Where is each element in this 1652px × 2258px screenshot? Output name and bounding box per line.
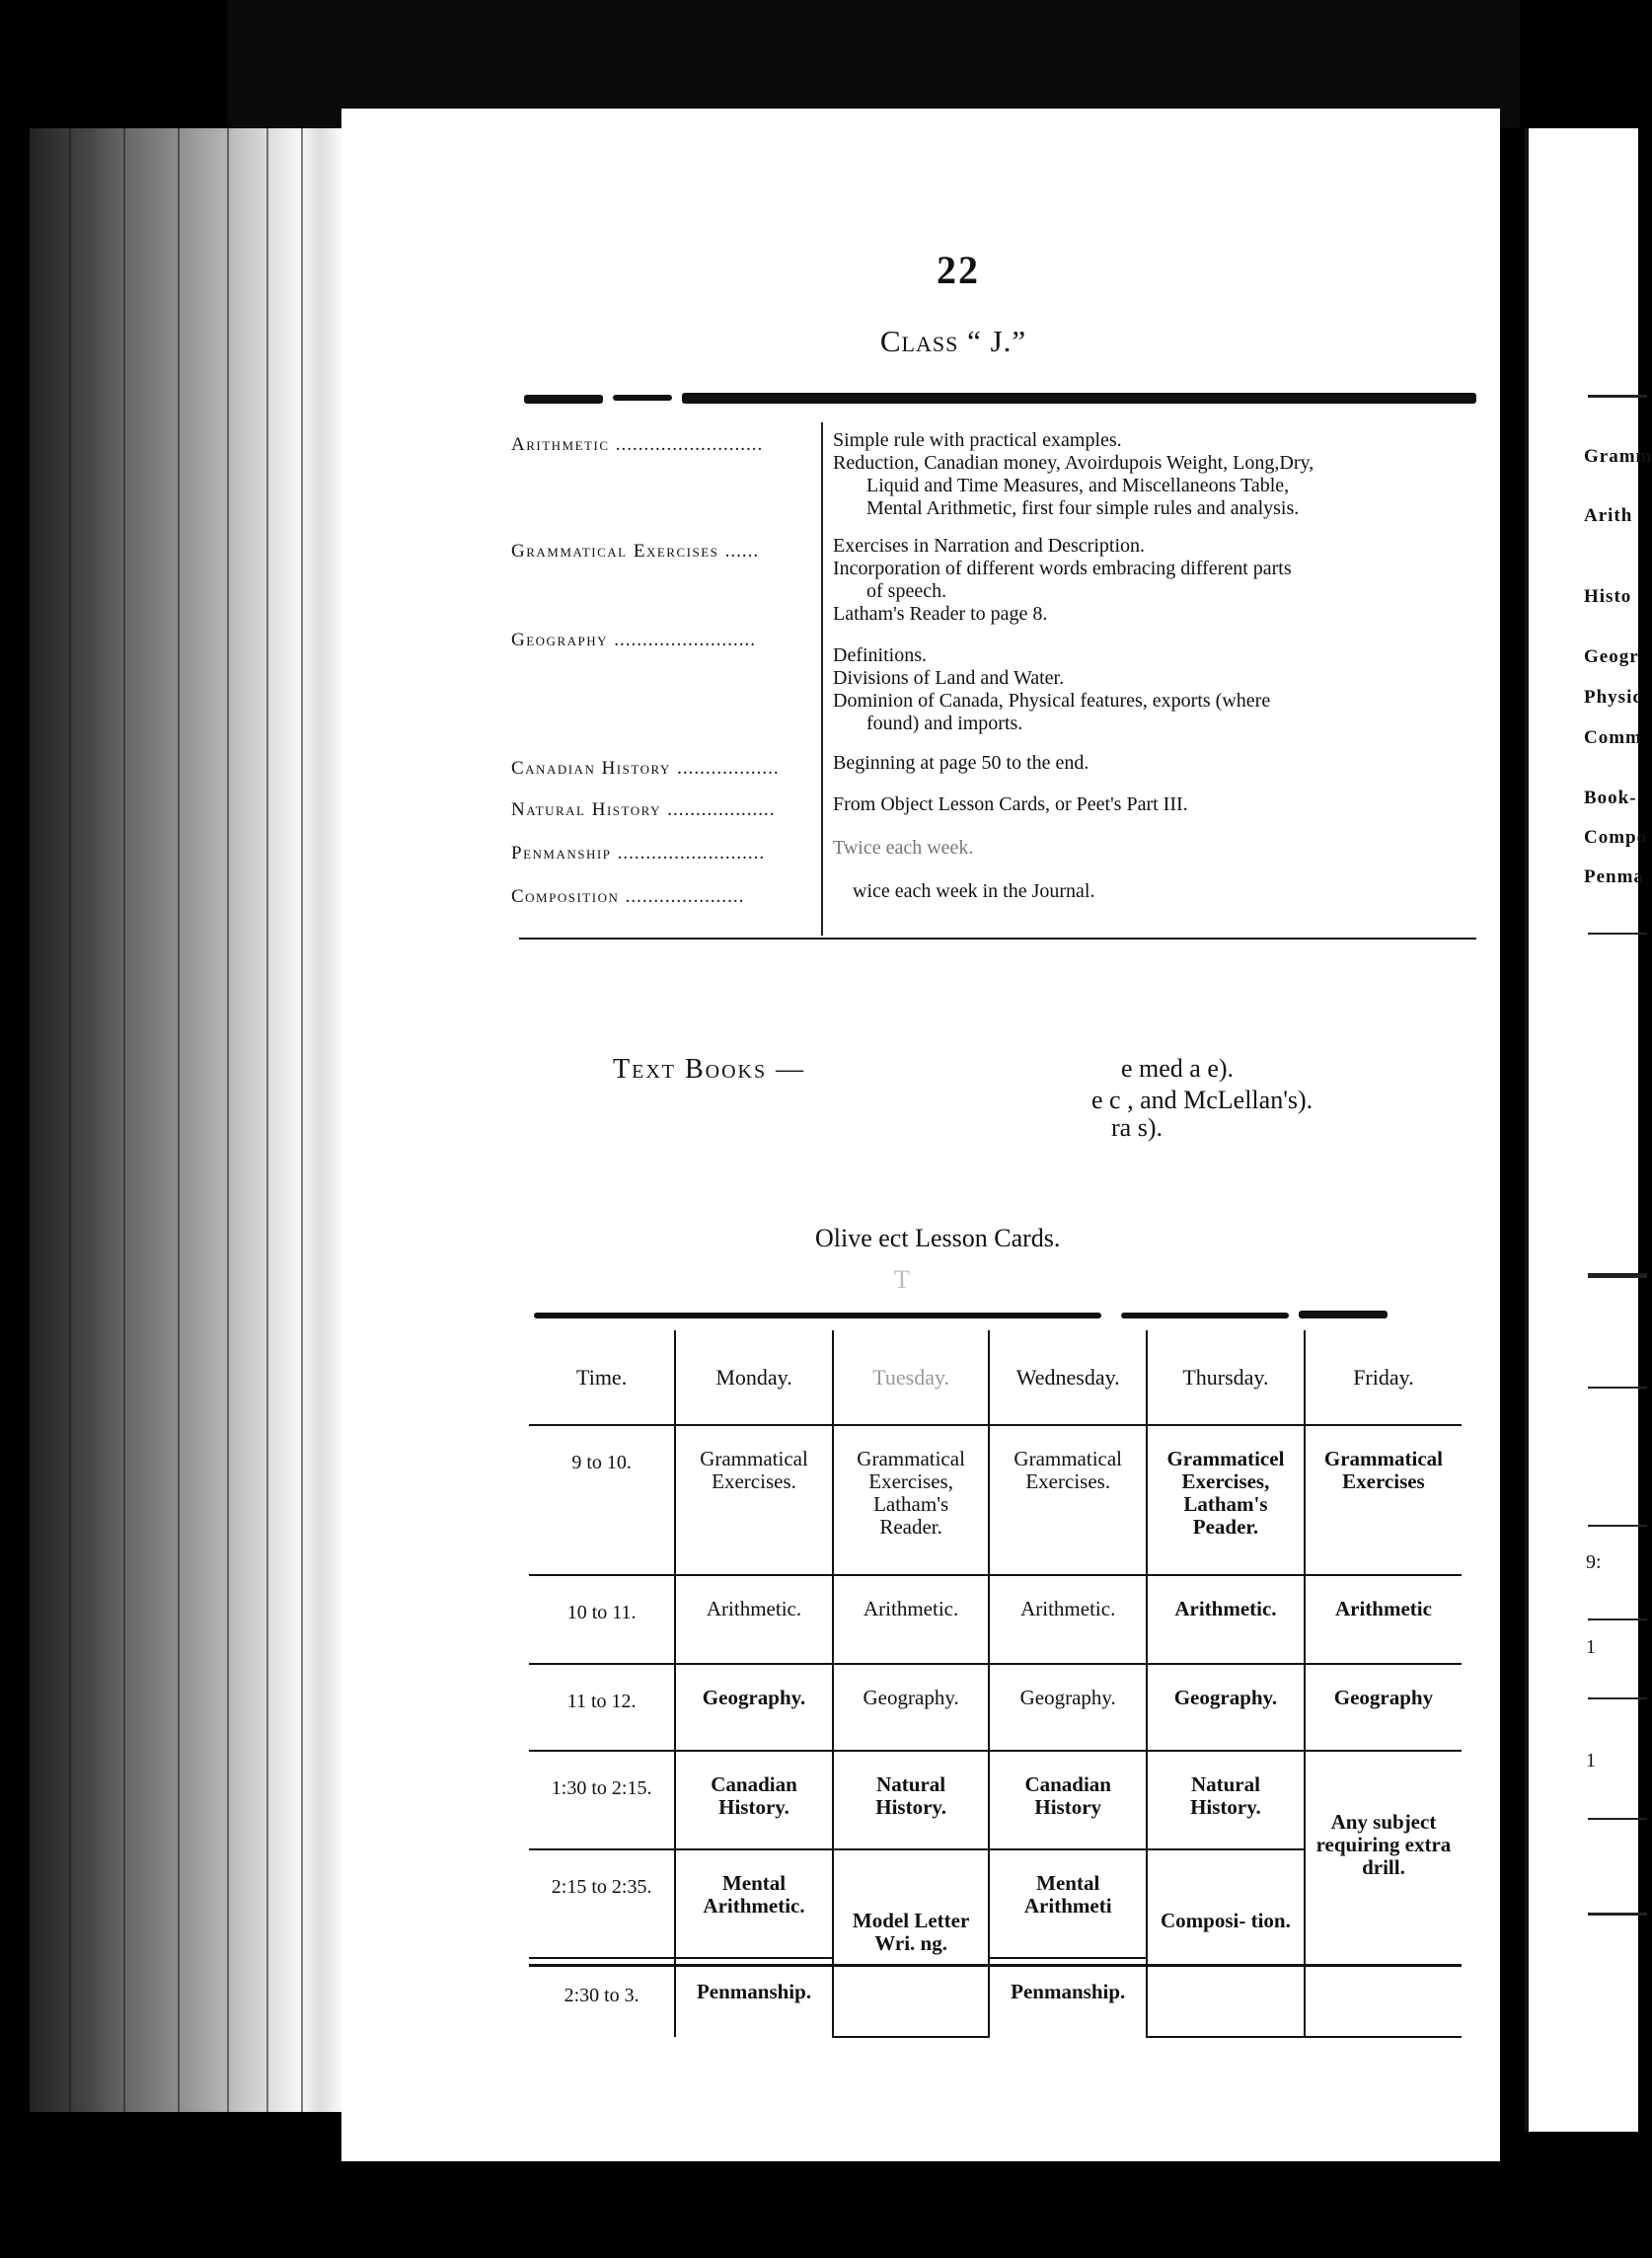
subject-detail: Twice each week. (833, 837, 974, 859)
timetable-cell: Grammatical Exercises. (989, 1425, 1147, 1575)
timetable-cell: Arithmetic. (1147, 1575, 1305, 1664)
timetable-cell: Geography. (1147, 1664, 1305, 1751)
header-time: Time. (529, 1330, 675, 1425)
timetable-cell: Arithmetic (1305, 1575, 1462, 1664)
timetable-cell: Penmanship. (989, 1958, 1147, 2037)
timetable-cell-tuesday-afternoon: Model Letter Wri. ng. (833, 1849, 990, 2037)
timetable-cell: Grammatical Exercises, Latham's Reader. (833, 1425, 990, 1575)
subject-detail: Simple rule with practical examples. Reduction, Canadian money, Avoirdupois Weight, Long,Dry, Liquid and Time Measures, and Miscellaneons Table, Mental Arithmetic, first four simple rules and analysis. (833, 429, 1314, 519)
timetable-cell: Geography. (833, 1664, 990, 1751)
subject-penmanship: Penmanship .......................... (511, 843, 766, 864)
timetable-cell: Natural History. (833, 1751, 990, 1849)
subject-composition: Composition ..................... (511, 886, 745, 907)
subject-detail: Exercises in Narration and Description. Incorporation of different words embracing different parts of speech. Latham's Reader to page 8. (833, 535, 1292, 625)
timetable-cell: Arithmetic. (675, 1575, 833, 1664)
subject-grammatical-exercises: Grammatical Exercises ...... (511, 541, 760, 562)
header-rule (682, 393, 1476, 404)
adjacent-number: 1 (1586, 1750, 1596, 1771)
header-rule (524, 395, 603, 404)
adjacent-label: Comm (1584, 727, 1642, 748)
adjacent-label: Geogr (1584, 646, 1639, 667)
timetable-cell: Canadian History (989, 1751, 1147, 1849)
book-page-edges (30, 128, 345, 2112)
page-number: 22 (937, 248, 980, 292)
header-monday: Monday. (675, 1330, 833, 1425)
time-slot: 10 to 11. (529, 1575, 675, 1664)
adjacent-label: Arith (1584, 505, 1633, 526)
header-thursday: Thursday. (1147, 1330, 1305, 1425)
subject-geography: Geography ......................... (511, 630, 757, 650)
timetable-cell-friday-afternoon: Any subject requiring extra drill. (1305, 1751, 1462, 2037)
header-rule (613, 395, 672, 401)
text-book-line: ra s). (1111, 1113, 1163, 1142)
timetable-cell: Geography. (675, 1664, 833, 1751)
header-wednesday: Wednesday. (989, 1330, 1147, 1425)
subject-name: Geography (511, 630, 609, 650)
subject-name: Composition (511, 886, 620, 907)
adjacent-label: Gramm (1584, 446, 1652, 467)
time-slot: 1:30 to 2:15. (529, 1751, 675, 1849)
subject-detail: wice each week in the Journal. (853, 880, 1095, 902)
text-book-line: e med a e). (1121, 1054, 1235, 1083)
subject-name: Arithmetic (511, 434, 610, 455)
timetable-cell: Grammatical Exercises (1305, 1425, 1462, 1575)
timetable-cell: Mental Arithmeti (989, 1849, 1147, 1958)
subject-name: Penmanship (511, 843, 612, 864)
adjacent-label: Histo (1584, 586, 1632, 607)
subject-detail: Beginning at page 50 to the end. (833, 752, 1089, 774)
header-friday: Friday. (1305, 1330, 1462, 1425)
text-book-line: Olive ect Lesson Cards. (815, 1224, 1061, 1252)
timetable-cell: Arithmetic. (833, 1575, 990, 1664)
time-slot: 2:30 to 3. (529, 1958, 675, 2037)
text-book-line: e c , and McLellan's). (1091, 1086, 1314, 1114)
time-slot: 9 to 10. (529, 1425, 675, 1575)
timetable-cell: Grammatical Exercises. (675, 1425, 833, 1575)
subject-natural-history: Natural History ................... (511, 799, 776, 820)
timetable-cell: Natural History. (1147, 1751, 1305, 1849)
timetable-cell: Grammaticel Exercises, Latham's Peader. (1147, 1425, 1305, 1575)
timetable-cell: Geography (1305, 1664, 1462, 1751)
subject-name: Natural History (511, 799, 661, 820)
time-slot: 2:15 to 2:35. (529, 1849, 675, 1958)
adjacent-label: Physic (1584, 687, 1642, 708)
timetable-cell: Mental Arithmetic. (675, 1849, 833, 1958)
subject-detail: From Object Lesson Cards, or Peet's Part III. (833, 793, 1188, 815)
adjacent-page (1525, 128, 1652, 2132)
adjacent-label: Penma (1584, 866, 1644, 887)
timetable-cell: Arithmetic. (989, 1575, 1147, 1664)
subject-name: Grammatical Exercises (511, 541, 719, 562)
timetable-bottom-rule (529, 1964, 1462, 1967)
timetable-rule (1121, 1313, 1289, 1318)
column-divider (821, 422, 823, 936)
timetable-cell-thursday-afternoon: Composi- tion. (1147, 1849, 1305, 2037)
document-page (341, 109, 1500, 2161)
adjacent-label: Compo (1584, 827, 1648, 848)
adjacent-label: Book- (1584, 788, 1637, 808)
header-tuesday: Tuesday. (833, 1330, 990, 1425)
time-slot: 11 to 12. (529, 1664, 675, 1751)
section-rule (519, 938, 1476, 940)
subject-detail: Definitions. Divisions of Land and Water. Dominion of Canada, Physical features, exports (where found) and imports. (833, 644, 1271, 734)
adjacent-number: 9: (1586, 1551, 1602, 1573)
class-title: Class “ J.” (879, 324, 1027, 358)
subject-arithmetic: Arithmetic .......................... (511, 434, 764, 455)
timetable-rule (1299, 1311, 1388, 1318)
timetable-cell: Penmanship. (675, 1958, 833, 2037)
subject-canadian-history: Canadian History .................. (511, 758, 780, 779)
text-books-label: Text Books — (613, 1054, 806, 1085)
subject-name: Canadian History (511, 758, 671, 779)
timetable-rule (534, 1313, 1101, 1318)
timetable-cell: Canadian History. (675, 1751, 833, 1849)
timetable-cell: Geography. (989, 1664, 1147, 1751)
timetable (529, 1330, 1462, 2038)
adjacent-number: 1 (1586, 1636, 1596, 1658)
text-book-line: T (894, 1265, 910, 1294)
